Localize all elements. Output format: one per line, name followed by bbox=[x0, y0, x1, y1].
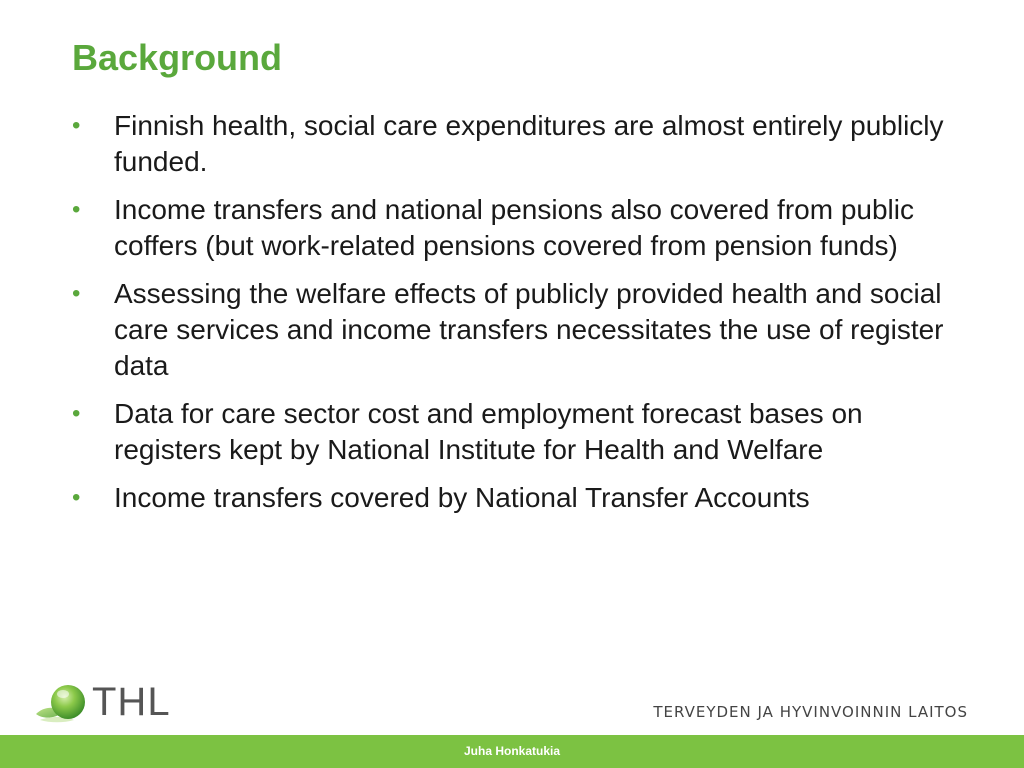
bullet-marker: • bbox=[72, 196, 81, 223]
bullet-text: Finnish health, social care expenditures are almost entirely publicly funded. bbox=[114, 110, 944, 177]
bullet-marker: • bbox=[72, 400, 81, 427]
bullet-text: Income transfers covered by National Transfer Accounts bbox=[114, 482, 810, 513]
bullet-marker: • bbox=[72, 112, 81, 139]
bullet-item bbox=[70, 396, 950, 468]
bullet-marker: • bbox=[72, 484, 81, 511]
thl-logo bbox=[34, 678, 184, 726]
bullet-item bbox=[70, 276, 950, 384]
bullet-item bbox=[70, 192, 950, 264]
logo-text: THL bbox=[92, 680, 171, 724]
author-name: Juha Honkatukia bbox=[463, 744, 561, 758]
bullet-item bbox=[70, 108, 950, 180]
bullet-marker: • bbox=[72, 280, 81, 307]
bullet-text: Income transfers and national pensions also covered from public coffers (but work-related pensions covered from pension funds) bbox=[114, 194, 914, 261]
slide-title: Background bbox=[72, 37, 283, 78]
green-sphere-leaf-icon bbox=[34, 680, 88, 724]
organization-name: TERVEYDEN JA HYVINVOINNIN LAITOS bbox=[653, 703, 968, 721]
bullet-text: Assessing the welfare effects of publicly provided health and social care services and income transfers necessitates the use of register data bbox=[114, 278, 944, 381]
bullet-text: Data for care sector cost and employment forecast bases on registers kept by National Institute for Health and Welfare bbox=[114, 398, 863, 465]
footer-bar bbox=[0, 735, 1024, 768]
bullet-list bbox=[70, 108, 950, 528]
bullet-item bbox=[70, 480, 950, 516]
